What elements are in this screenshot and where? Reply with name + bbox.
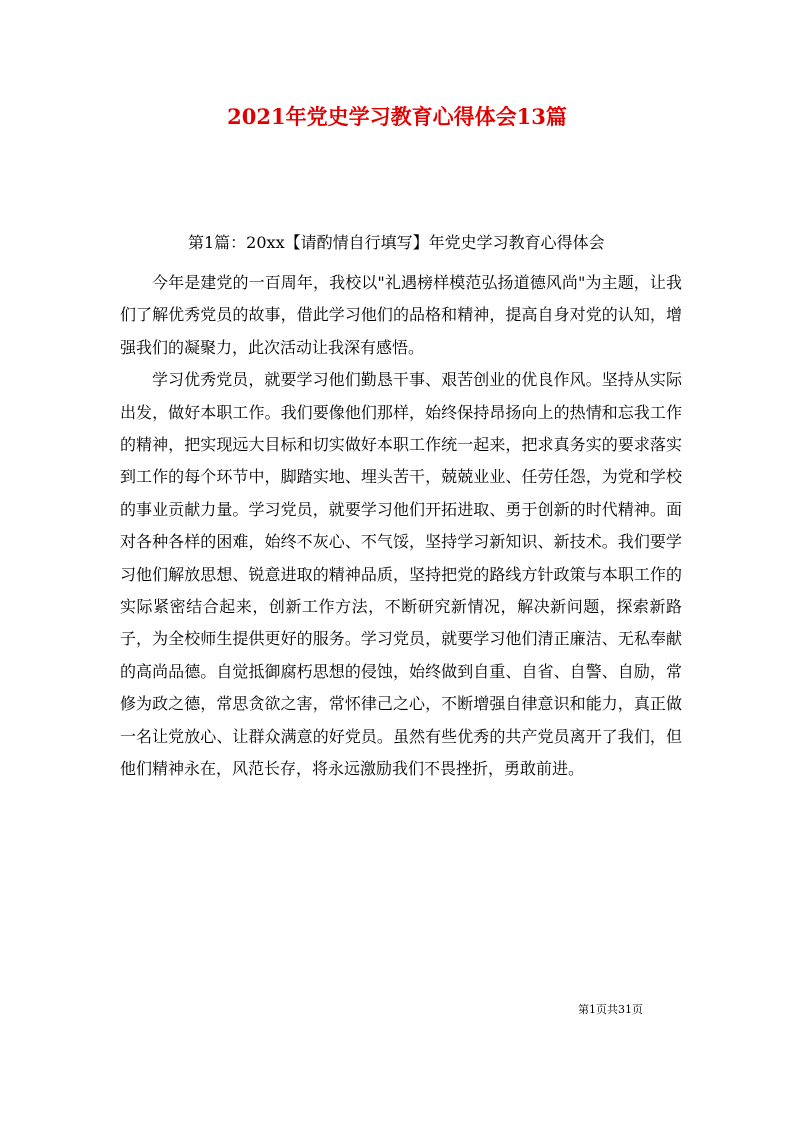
document-title: 2021年党史学习教育心得体会13篇 [227, 104, 567, 129]
body-text [120, 267, 682, 786]
chapter-heading: 第1篇：20xx【请酌情自行填写】年党史学习教育心得体会 [188, 233, 605, 252]
page-footer: 第1页共31页 [578, 1003, 643, 1016]
paragraph: 学习优秀党员，就要学习他们勤恳干事、艰苦创业的优良作风。坚持从实际出发，做好本职工作。我们要像他们那样，始终保持昂扬向上的热情和忘我工作的精神，把实现远大目标和切实做好本职工作统一起来，把求真务实的要求落实到工作的每个环节中，脚踏实地、埋头苦干，兢兢业业、任劳任怨，为党和学校的事业贡献力量。学习党员，就要学习他们开拓进取、勇于创新的时代精神。面对各种各样的困难，始终不灰心、不气馁，坚持学习新知识、新技术。我们要学习他们解放思想、锐意进取的精神品质，坚持把党的路线方针政策与本职工作的实际紧密结合起来，创新工作方法，不断研究新情况，解决新问题，探索新路子，为全校师生提供更好的服务。学习党员，就要学习他们清正廉洁、无私奉献的高尚品德。自觉抵御腐朽思想的侵蚀，始终做到自重、自省、自警、自励，常修为政之德，常思贪欲之害，常怀律己之心，不断增强自律意识和能力，真正做一名让党放心、让群众满意的好党员。虽然有些优秀的共产党员离开了我们，但他们精神永在，风范长存，将永远激励我们不畏挫折，勇敢前进。 [120, 370, 682, 779]
paragraph: 今年是建党的一百周年，我校以"礼遇榜样模范弘扬道德风尚"为主题，让我们了解优秀党员的故事，借此学习他们的品格和精神，提高自身对党的认知，增强我们的凝聚力，此次活动让我深有感悟。 [120, 273, 682, 357]
